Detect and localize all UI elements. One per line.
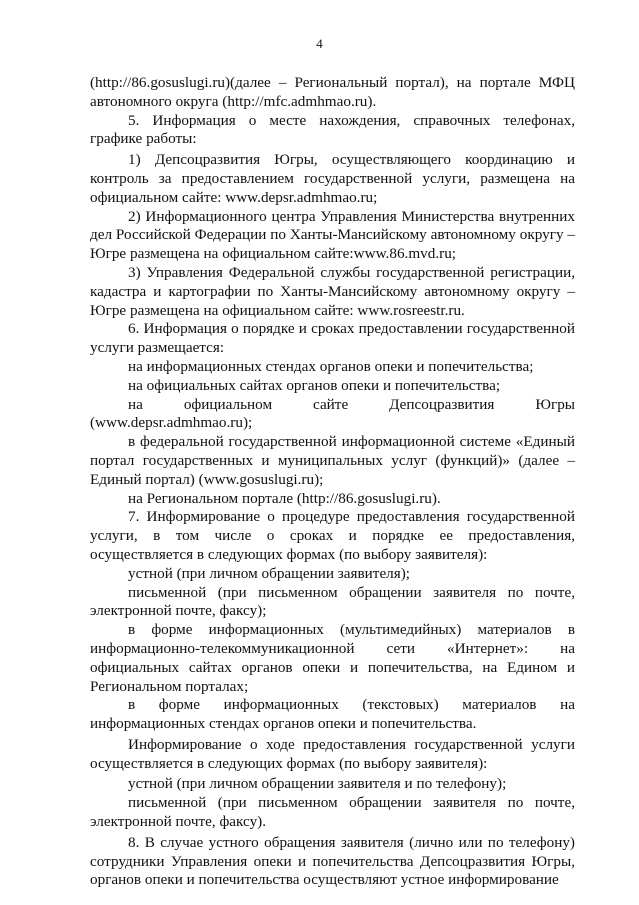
paragraph: 2) Информационного центра Управления Министерства внутренних дел Российской Федерации по Ханты-Мансийскому автономному округу – Югре размещена на официальном сайте:www.86.mvd.ru;: [90, 207, 575, 263]
paragraph: на Региональном портале (http://86.gosuslugi.ru).: [128, 489, 441, 507]
paragraph: в форме информационных (мультимедийных) материалов в информационно-телекоммуникационной сети «Интернет»: на официальных сайтах органов опеки и попечительства, на Едином и Региональном порталах;: [90, 621, 575, 695]
paragraph: в федеральной государственной информационной системе «Единый портал государственных и муниципальных услуг (функций)» (далее – Единый портал) (www.gosuslugi.ru);: [90, 433, 575, 488]
paragraph: Информирование о ходе предоставления государственной услуги осуществляется в следующих формах (по выбору заявителя):: [90, 735, 575, 772]
paragraph: на официальных сайтах органов опеки и попечительства;: [128, 376, 501, 394]
document-body: [90, 74, 575, 890]
paragraph: 1) Депсоцразвития Югры, осуществляющего координацию и контроль за предоставлением государственной услуги, размещена на официальном сайте: www.depsr.admhmao.ru;: [90, 151, 575, 206]
paragraph: 6. Информация о порядке и сроках предоставлении государственной услуги размещается:: [90, 320, 575, 357]
paragraph: в форме информационных (текстовых) материалов на информационных стендах органов опеки и попечительства.: [90, 696, 575, 733]
paragraph: 8. В случае устного обращения заявителя (лично или по телефону) сотрудники Управления опеки и попечительства Депсоцразвития Югры, органов опеки и попечительства осуществляют устное информирование: [90, 833, 575, 889]
paragraph: на официальном сайте Депсоцразвития Югры (www.depsr.admhmao.ru);: [90, 395, 575, 432]
paragraph: (http://86.gosuslugi.ru)(далее – Региональный портал), на портале МФЦ автономного округа (http://mfc.admhmao.ru).: [90, 74, 575, 110]
paragraph: 7. Информирование о процедуре предоставления государственной услуги, в том числе о сроках и порядке ее предоставления, осуществляется в следующих формах (по выбору заявителя):: [90, 508, 575, 563]
page-number: 4: [316, 36, 323, 51]
paragraph: на информационных стендах органов опеки и попечительства;: [128, 357, 534, 375]
paragraph: 5. Информация о месте нахождения, справочных телефонах, графике работы:: [90, 111, 575, 148]
paragraph: письменной (при письменном обращении заявителя по почте, электронной почте, факсу);: [90, 583, 575, 620]
paragraph: устной (при личном обращении заявителя и по телефону);: [128, 775, 507, 793]
paragraph: письменной (при письменном обращении заявителя по почте, электронной почте, факсу).: [90, 794, 575, 831]
paragraph: устной (при личном обращении заявителя);: [128, 564, 411, 582]
paragraph: 3) Управления Федеральной службы государственной регистрации, кадастра и картографии по Ханты-Мансийскому автономному округу – Югре размещена на официальном сайте: www.rosreestr.ru.: [90, 263, 575, 319]
